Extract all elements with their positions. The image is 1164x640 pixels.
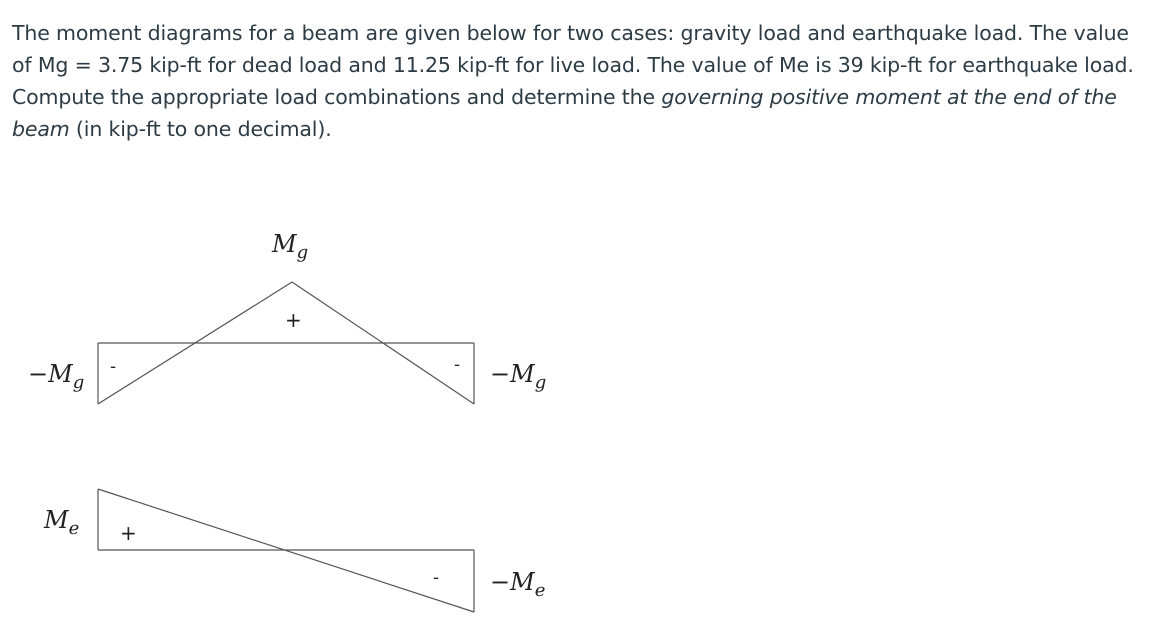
- earthquake-positive-sign: +: [120, 521, 137, 545]
- problem-text-after: (in kip-ft to one decimal).: [69, 117, 332, 141]
- gravity-left-negative-sign: -: [110, 357, 117, 377]
- gravity-left-label: $-M_g$: [28, 360, 85, 393]
- gravity-moment-diagram: [98, 282, 474, 404]
- problem-text-emphasis: governing positive moment at the end of the beam: [12, 85, 1117, 141]
- gravity-right-label: $-M_g$: [490, 360, 547, 393]
- earthquake-right-label: $-M_e$: [490, 568, 546, 601]
- problem-text-before: The moment diagrams for a beam are given below for two cases: gravity load and earthquake load. The value of Mg = 3.75 kip-ft for dead load and 11.25 kip-ft for live load. The value of Me is 39 kip-ft for earthquake load. Compute the appropriate load combinations and determine the: [12, 21, 1134, 109]
- earthquake-left-label: $M_e$: [44, 506, 80, 539]
- earthquake-moment-diagram: [98, 489, 474, 612]
- gravity-positive-sign: +: [285, 308, 302, 332]
- earthquake-negative-sign: -: [433, 568, 440, 588]
- gravity-top-label: $M_g$: [272, 230, 309, 263]
- gravity-right-negative-sign: -: [454, 355, 461, 375]
